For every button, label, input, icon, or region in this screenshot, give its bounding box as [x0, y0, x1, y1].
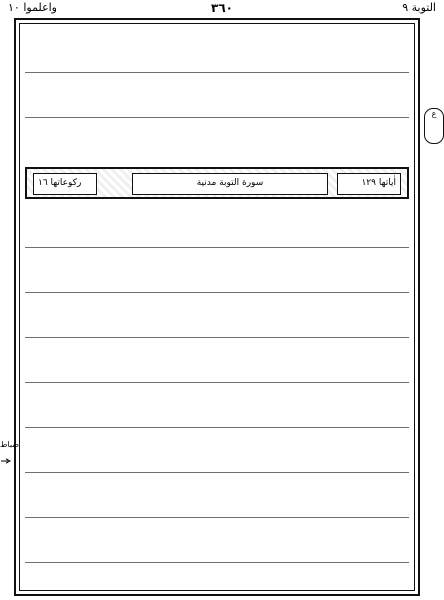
- text-line: [25, 338, 409, 383]
- rukuh-marker: ع: [424, 108, 444, 144]
- page-frame: [14, 18, 420, 596]
- rukuhs-count-cartouche: ركوعاتها ١٦: [33, 173, 97, 195]
- text-line: [25, 28, 409, 73]
- text-line: [25, 118, 409, 162]
- surah-title: سورة التوبة مدنية: [132, 173, 328, 195]
- page-text-area: [19, 23, 415, 591]
- dhabt-marker: ضباط: [0, 440, 20, 449]
- text-line: [25, 383, 409, 428]
- arrow-right-icon: [1, 458, 11, 464]
- page-number: ٣٦٠: [211, 1, 233, 15]
- page-header: [0, 0, 444, 18]
- surah-banner: [25, 167, 409, 199]
- text-line: [25, 203, 409, 248]
- juz-name: واعلموا ١٠: [8, 1, 57, 14]
- ayat-count-cartouche: اٰياتها ١٢٩: [337, 173, 401, 195]
- text-line: [25, 563, 409, 591]
- text-line: [25, 248, 409, 293]
- surah-name: التوبة ٩: [402, 1, 436, 14]
- text-line: [25, 518, 409, 563]
- text-line: [25, 473, 409, 518]
- text-line: [25, 73, 409, 118]
- text-line: [25, 428, 409, 473]
- text-line: [25, 293, 409, 338]
